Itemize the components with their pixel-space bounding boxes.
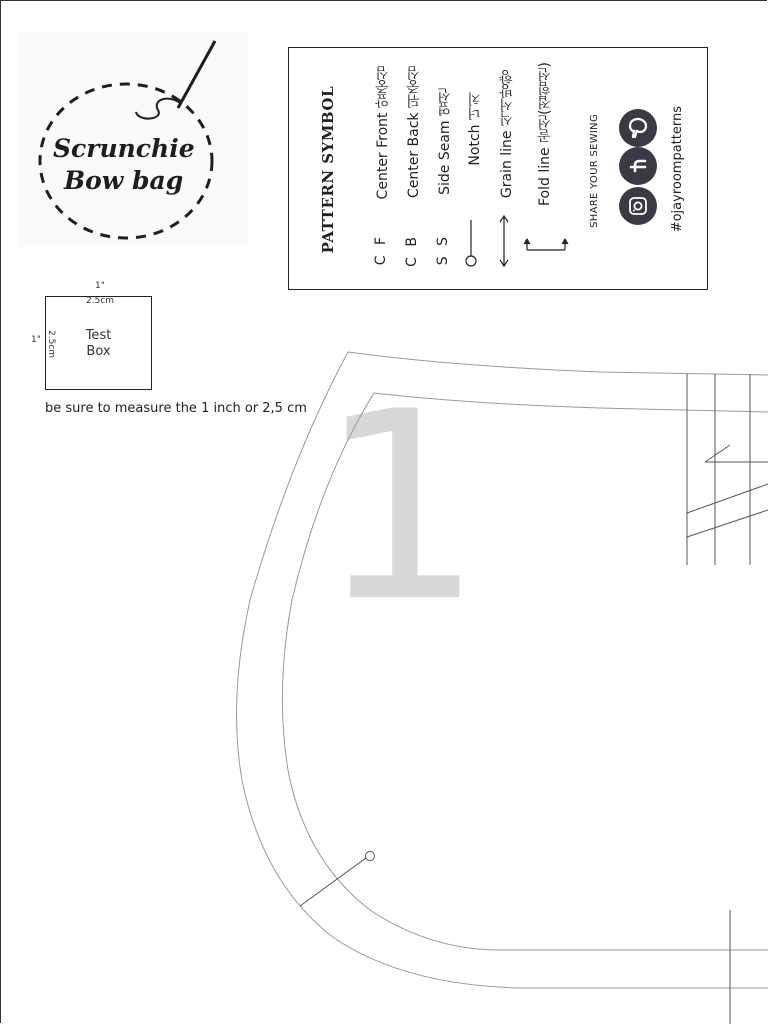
symbol-desc-ss: Side Seam 옆선 [437,88,453,195]
symbol-desc-grain: Grain line 식서방향 [499,70,515,199]
test-box-left-cm: 2.5cm [46,330,56,359]
pattern-symbol-title: PATTERN SYMBOL [319,86,337,254]
test-box-top-cm: 2.5cm [86,296,115,306]
symbol-desc-cb: Center Back 뒤중심 [406,66,422,199]
pattern-piece-number: 1 [318,357,484,659]
symbol-code-cb: C B [404,234,420,267]
hashtag: #ojayroompatterns [670,106,685,233]
symbol-code-cf: C F [373,234,389,266]
test-box-label-line1: Test [85,328,112,343]
measure-note: be sure to measure the 1 inch or 2,5 cm [45,401,307,416]
share-your-sewing: SHARE YOUR SEWING [589,114,600,228]
symbol-desc-notch: Notch 너치 [467,92,483,166]
test-box-top-inch: 1" [95,281,105,291]
symbol-desc-fold: Fold line 골선(접힘선) [537,62,553,206]
test-box-left-inch: 1" [31,335,41,345]
test-box-label-line2: Box [86,344,111,359]
logo-line2: Bow bag [64,166,184,195]
symbol-code-ss: S S [435,234,451,266]
symbol-desc-cf: Center Front 앞중심 [375,66,391,200]
logo-line1: Scrunchie [53,134,195,163]
